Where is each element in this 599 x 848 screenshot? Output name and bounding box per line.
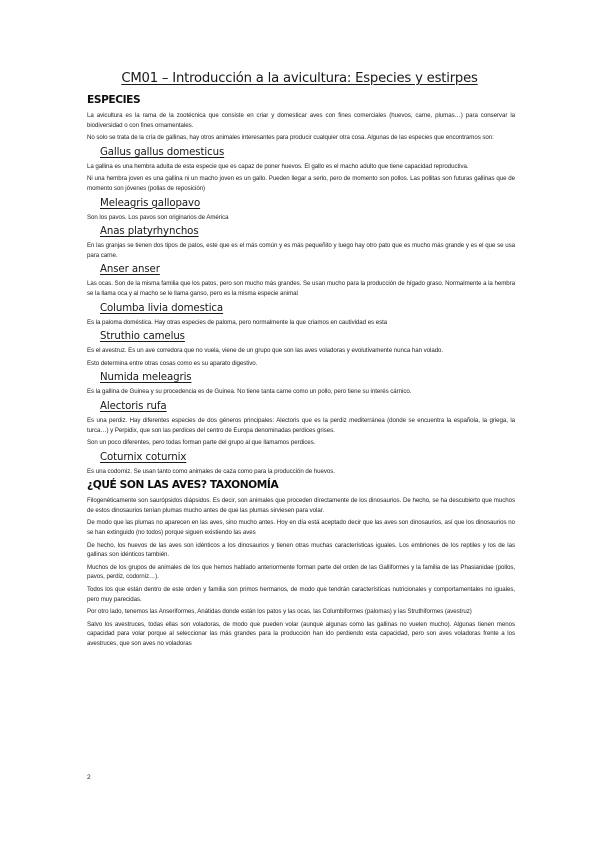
paragraph: Filogenéticamente son saurópsidos diápsidos. Es decir, son animales que proceden directamente de los dinosaurios. De hecho, se ha descubierto que muchos de estos dinosaurios tenían plumas mucho antes de que las plumas sirviesen para volar. (87, 497, 515, 514)
paragraph: Todos los que están dentro de este orden y familia son primos hermanos, de modo que tendrán características nutricionales y comportamentales no iguales, pero muy parecidas. (87, 586, 515, 603)
species-heading: Gallus gallus domesticus (100, 146, 225, 158)
document-body (87, 92, 515, 652)
species-heading: Numida meleagris (100, 372, 192, 384)
paragraph: La avicultura es la rama de la zootécnica que consiste en criar y domesticar aves con fines comerciales (huevos, carne, plumas…) para conservar la biodiversidad o con fines ornamentales. (87, 112, 515, 129)
paragraph: Es la gallina de Guinea y su procedencia es de Guinea. No tiene tanta carne como un pollo, pero tiene su interés cárnico. (87, 388, 412, 396)
paragraph: No solo se trata de la cría de gallinas, hay otros animales interesantes para producir cualquier otra cosa. Algunas de las especies que encontramos son: (87, 134, 494, 142)
paragraph: Muchos de los grupos de animales de los que hemos hablado anteriormente forman parte del orden de las Galliformes y la familia de las Phasianidae (pollos, pavos, perdiz, codorniz…). (87, 563, 515, 581)
paragraph: Es el avestruz. Es un ave corredora que no vuela, viene de un grupo que son las aves voladoras y evolutivamente nunca han volado. (87, 347, 444, 355)
section-heading: ESPECIES (87, 94, 141, 106)
species-heading: Coturnix coturnix (100, 451, 187, 463)
page-number: 2 (87, 774, 91, 781)
paragraph: Ni una hembra joven es una gallina ni un macho joven es un gallo. Pueden llegar a serlo, pero de momento son pollos. Las pollitas son futuras gallinas que de momento son jóvenes (pollas de reposición) (87, 175, 515, 192)
species-heading: Anser anser (100, 264, 160, 276)
paragraph: De modo que las plumas no aparecen en las aves, sino mucho antes. Hoy en día está aceptado decir que las aves son dinosaurios, así que los dinosaurios no se han extinguido (no todos) porque siguen existiendo las aves (87, 519, 515, 537)
species-heading: Alectoris rufa (100, 400, 167, 412)
paragraph: Son los pavos. Los pavos son originarios de América (87, 213, 229, 221)
paragraph: Esto determina entre otras cosas como es su aparato digestivo. (87, 359, 258, 367)
species-heading: Struthio camelus (100, 331, 185, 343)
species-heading: Meleagris gallopavo (100, 197, 201, 209)
section-heading: ¿QUÉ SON LAS AVES? TAXONOMÍA (87, 479, 279, 492)
paragraph: Salvo los avestruces, todas ellas son voladoras, de modo que pueden volar (aunque algunas como las gallinas no vuelen mucho). Algunas tienen menos capacidad para volar porque al seleccionar las más grandes para la producción han ido perdiendo esta capacidad, pero son aves voladoras frente a los avestruces, que son aves no voladoras (87, 620, 515, 647)
paragraph: Es una codorniz. Se usan tanto como animales de caza como para la producción de huevos. (87, 467, 335, 475)
paragraph: En las granjas se tienen dos tipos de patos, este que es el más común y es más pequeñito y luego hay otro pato que es mucho más grande y es el que se usa para carne. (87, 242, 515, 259)
paragraph: Es una perdiz. Hay diferentes especies de dos géneros principales: Alectoris que es la perdiz mediterránea (donde se encuentra la española, la griega, la turca…) y Perpidix, que son las perdices del centro de Europa denominadas perdices grises. (87, 416, 515, 434)
paragraph: Las ocas. Son de la misma familia que los patos, pero son mucho más grandes. Se usan mucho para la producción de hígado graso. Normalmente a la hembra se la llama oca y al macho se le llama ganso, pero es la misma especie animal (87, 280, 515, 297)
species-heading: Columba livia domestica (100, 302, 224, 314)
paragraph: Por otro lado, tenemos las Anseriformes, Anátidas donde están los patos y las ocas, las Columbiformes (palomas) y las Struthiformes (avestruz) (87, 608, 472, 616)
paragraph: Es la paloma doméstica. Hay otras especies de paloma, pero normalmente la que criamos en cautividad es esta (87, 318, 388, 326)
paragraph: La gallina es una hembra adulta de esta especie que es capaz de poner huevos. El gallo es el macho adulto que tiene capacidad reproductiva. (87, 162, 469, 170)
document-title: CM01 – Introducción a la avicultura: Especies y estirpes (121, 71, 478, 86)
species-heading: Anas platyrhynchos (100, 226, 199, 238)
paragraph: De hecho, los huevos de las aves son idénticos a los dinosaurios y tienen otras muchas características iguales. Los embriones de los reptiles y los de las gallinas son idénticos también. (87, 541, 515, 559)
paragraph: Son un poco diferentes, pero todas forman parte del grupo al que llamamos perdices. (87, 439, 316, 447)
